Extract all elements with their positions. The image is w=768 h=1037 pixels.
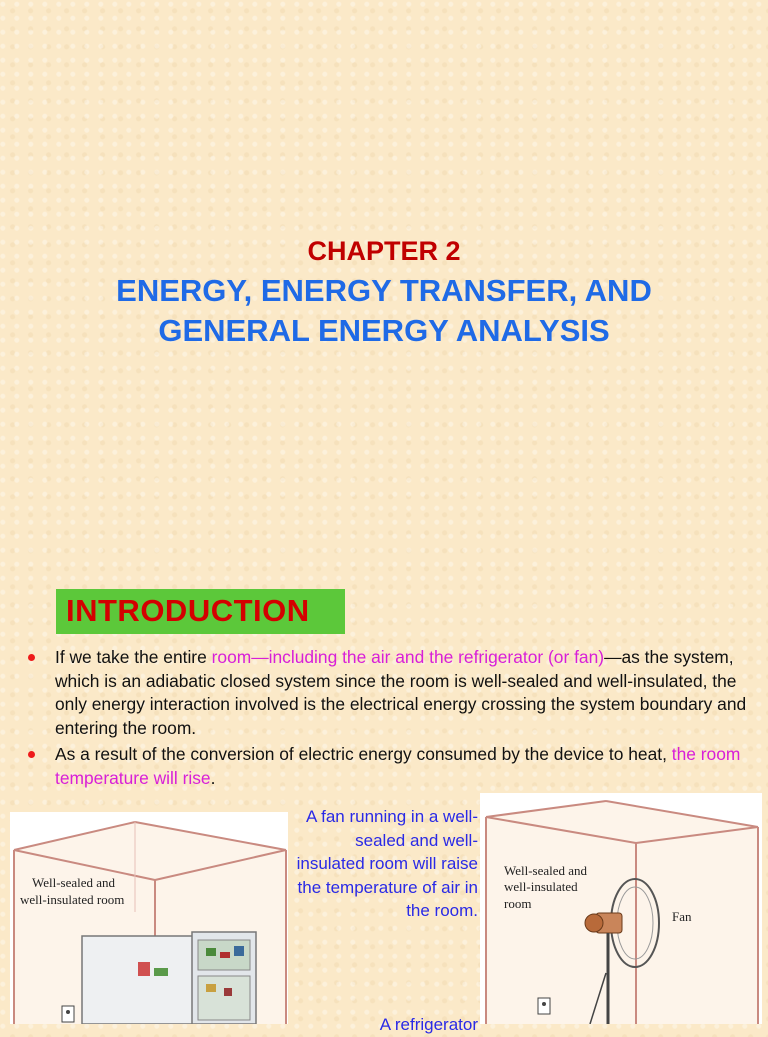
bullet-item <box>22 743 752 790</box>
bullet-text-pre: As a result of the conversion of electric energy consumed by the device to heat, <box>55 744 672 764</box>
bullet-highlight: the room temperature will rise <box>55 744 741 788</box>
refrigerator-icon <box>82 932 256 1024</box>
wall-outlet-icon <box>62 1006 74 1022</box>
section-heading: INTRODUCTION <box>66 593 310 628</box>
refrigerator-room-figure <box>10 812 288 1024</box>
bullet-item <box>22 646 752 740</box>
refrigerator-room-drawing <box>10 812 288 1024</box>
bullet-text-pre: If we take the entire <box>55 647 212 667</box>
fan-room-label-2: well-insulated <box>504 879 578 894</box>
section-heading-box <box>56 589 345 634</box>
fan-caption: A fan running in a well-sealed and well-insulated room will raise the temperature of air in the room. <box>296 807 478 920</box>
fridge-caption: A refrigerator <box>379 1015 478 1034</box>
bullet-text-post: . <box>210 767 216 788</box>
fan-room-drawing <box>480 793 762 1024</box>
slide-title <box>40 271 728 351</box>
fridge-room-label-1: Well-sealed and <box>32 875 116 890</box>
wall-outlet-icon <box>538 998 550 1014</box>
fridge-room-label-2: well-insulated room <box>20 892 125 907</box>
title-line-2: GENERAL ENERGY ANALYSIS <box>158 313 610 348</box>
title-line-1: ENERGY, ENERGY TRANSFER, AND <box>116 273 652 308</box>
fan-room-label-3: room <box>504 896 532 911</box>
fan-label: Fan <box>672 909 692 924</box>
bullet-dot-icon <box>28 751 35 758</box>
fan-room-label-1: Well-sealed and <box>504 863 588 878</box>
bullet-dot-icon <box>28 654 35 661</box>
chapter-number: CHAPTER 2 <box>307 236 461 266</box>
bullet-text-post: —as the system, which is an adiabatic closed system since the room is well-sealed and well-insulated, the only energy interaction involved is the electrical energy crossing the system boundary and entering the room. <box>55 647 747 738</box>
fan-room-figure <box>480 793 762 1024</box>
bullet-highlight: room—including the air and the refrigerator (or fan) <box>211 647 605 667</box>
bullet-list <box>22 646 752 793</box>
